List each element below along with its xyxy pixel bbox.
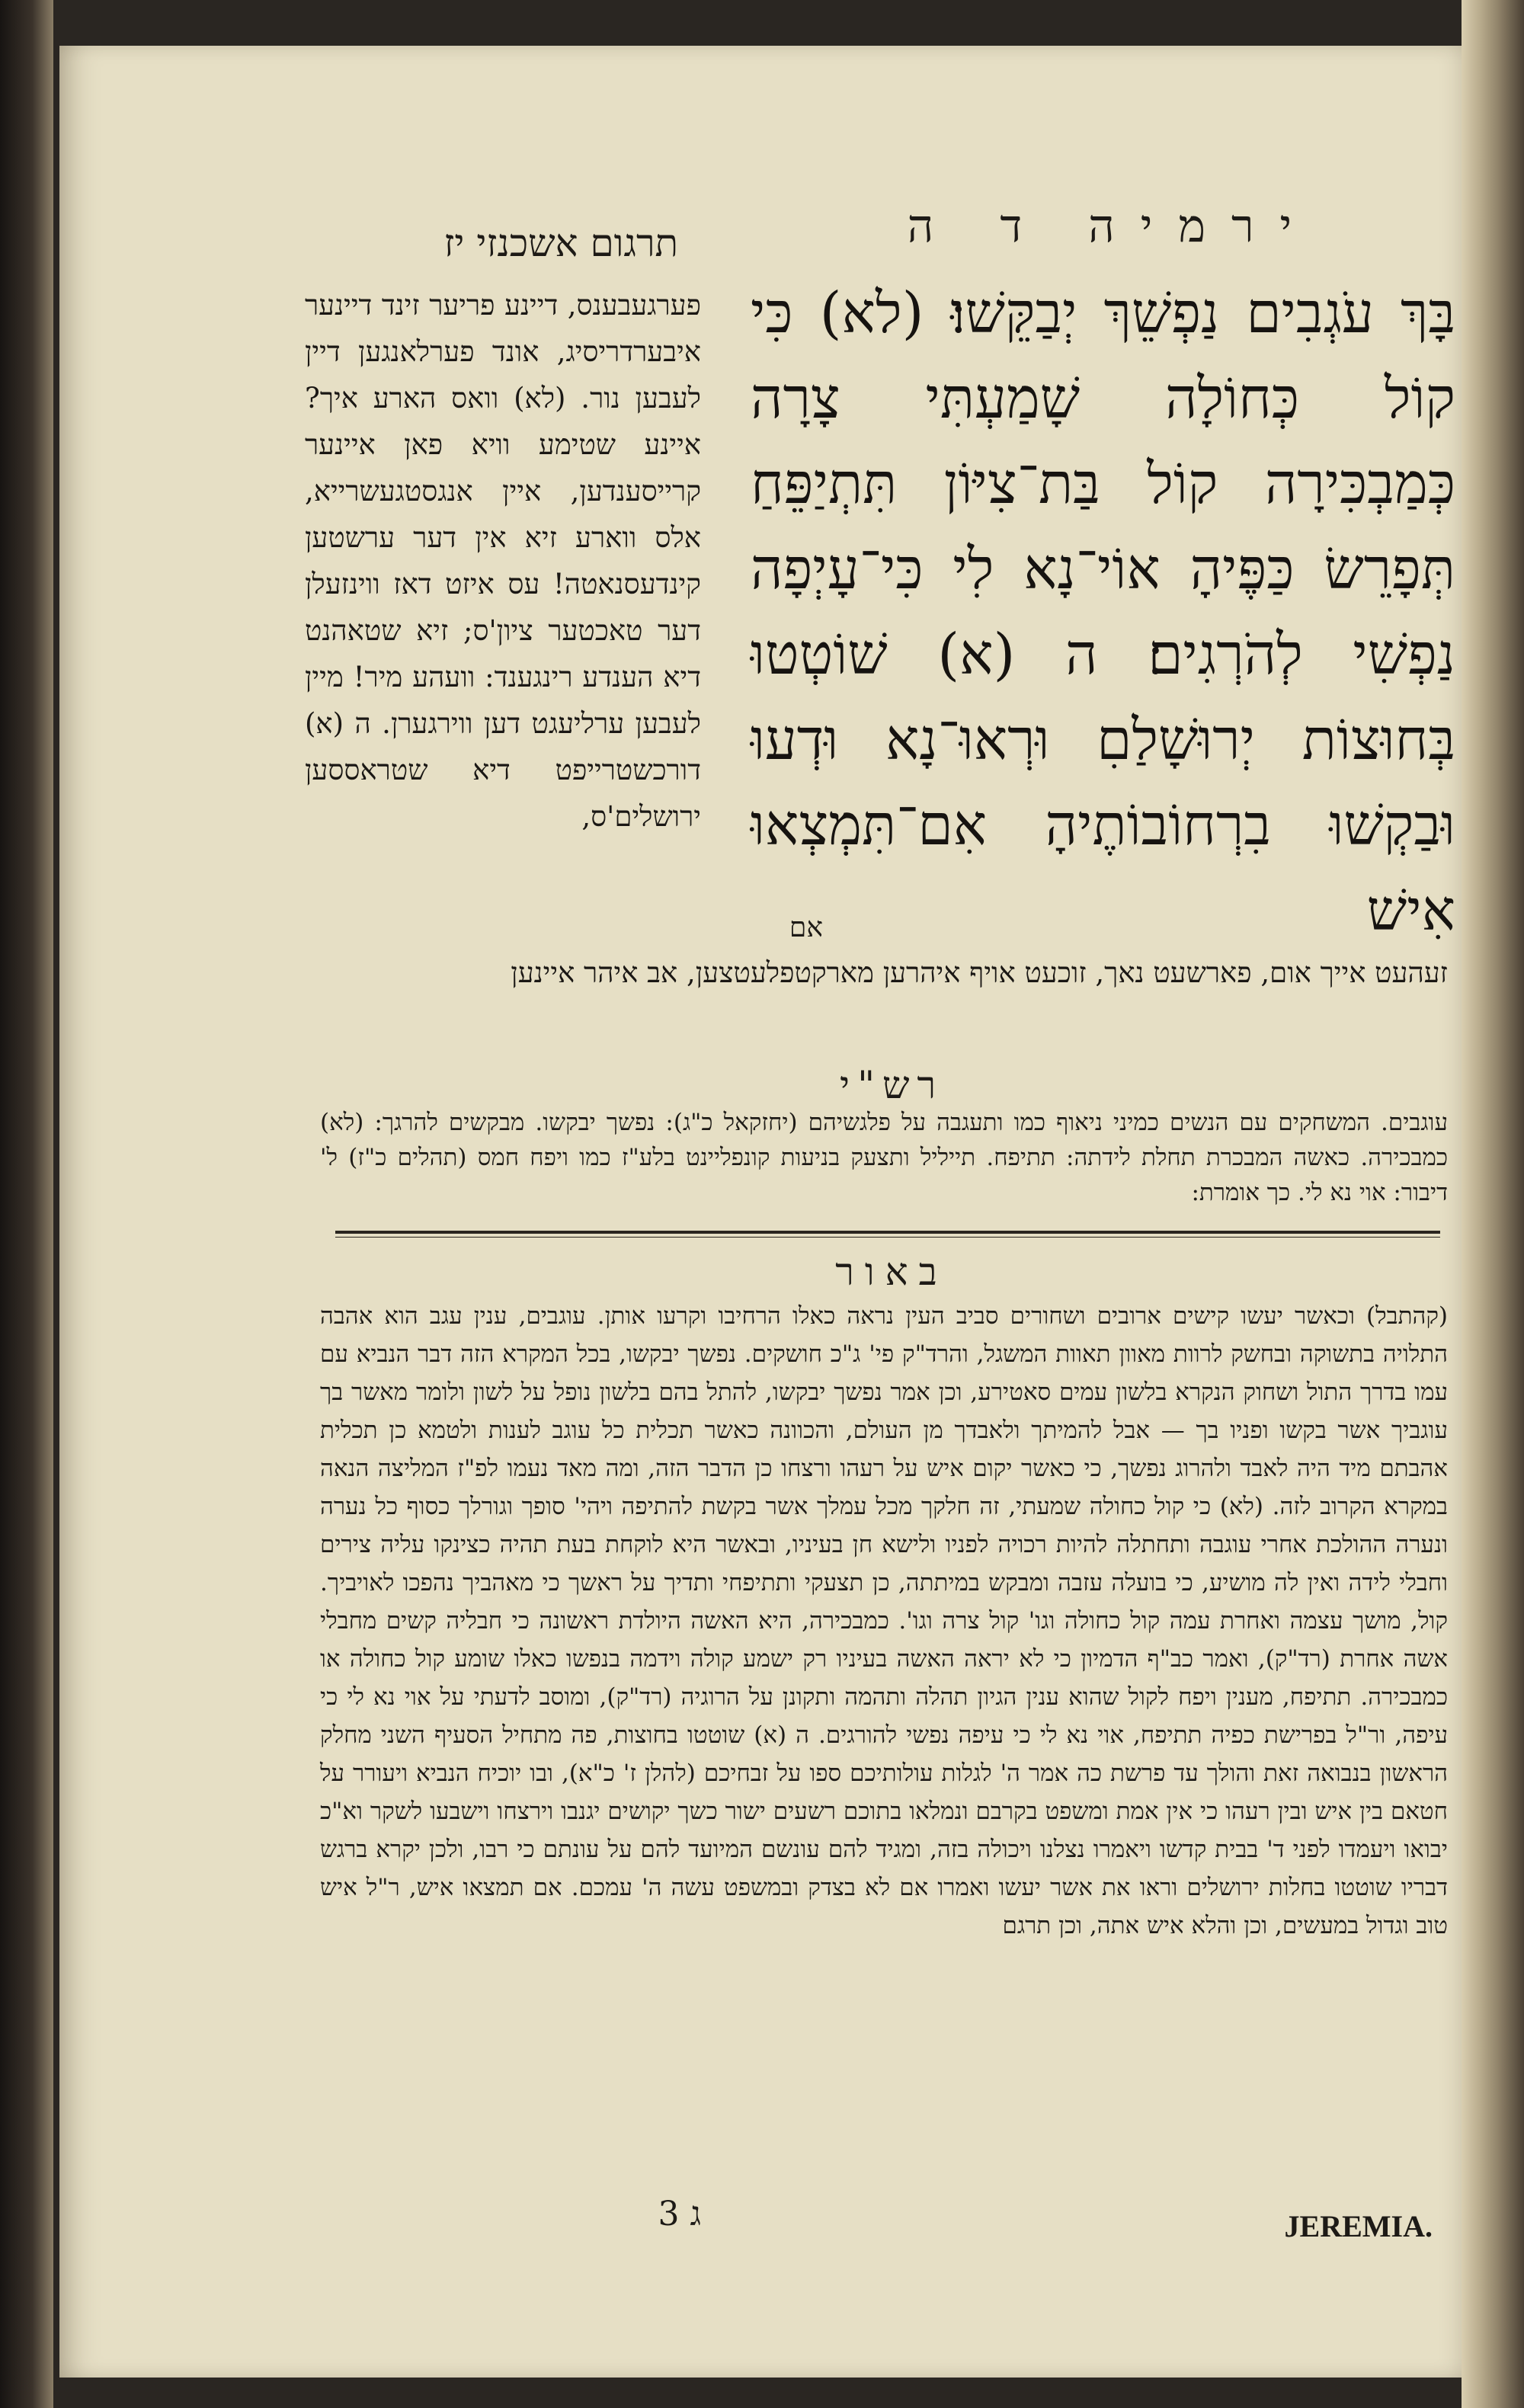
running-header-translation: תרגום אשכנזי יז (443, 221, 678, 265)
translation-column: פערגעבענס, דיינע פריער זינד דיינער איבערדריסיג, אונד פערלאנגען דיין לעבען נור. (לא) וואס הארע איך? איינע שטימע וויא פאן איינער קרייסענדען, איין אנגסטגעשרייא, אלס ווארע זיא אין דער ערשטען קינדעסנאטה! עס איזט דאז ווינזעלן דער טאכטער ציון'ס; זיא שטאהנט דיא הענדע רינגענד: וועהע מיר! מיין לעבען ערליעגט דען ווירגערן. ה (א) דורכשטרייפט דיא שטראססען ירושלים'ס, (305, 289, 701, 833)
biur-commentary: (קהתבל) וכאשר יעשו קישים ארובים ושחורים סביב העין נראה כאלו הרחיבו וקרעו אותן. עוגבים, ענין עגב הוא אהבה התלויה בתשוקה ובחשק לרוות מאוון תאוות המשגל, והרד"ק פי' ג"כ חושקים. נפשך יבקשו, בכל המקרא הזה דבר הנביא עם עמו בדרך התול ושחוק הנקרא בלשון עמים סאטירע, וכן אמר נפשך יבקשו, להתל בהם בלשון נופל על לשון ולומר מאשר בך עוגביך אשר בקשו ופניו בך — אבל להמיתך ולאבדך מן העולם, והכוונה כאשר תכלית כל עוגב לענות ולטמא כן תכלית אהבתם מיד היה לאבד ולהרוג נפשך, כי כאשר יקום איש על רעהו ורצחו כן הדבר הזה, ומה מאד נעמו לפ"ז המליצה הנאה במקרא הקרוב לזה. (לא) כי קול כחולה שמעתי, זה חלקך מכל עמלך אשר בקשת להתיפה ויהי' סופך וגורלך כסוף כל נערה ונערה ההולכת אחרי עוגבה ותחתלה להיות רכויה לפניו ולישא חן בעיניו, ובאשר היא לוקחת בעת תהיה כצינקו עליה צירים וחבלי לידה ואין לה מושיע, כי בועלה עזבה ומבקש במיתתה, כן תצעקי ותתיפחי ותדיך על ראשך כי מאהביך נהפכו לאויביך. קול, מושך עצמה ואחרת עמה קול כחולה וגו' קול צרה וגו'. כמבכירה, היא האשה היולדת ראשונה כי חבליה קשים מחבלי אשה אחרת (רד"ק), ואמר כב"ף הדמיון כי לא יראה האשה בעיניו רק ישמע קולה וידמה בנפשו כאלו שומע קול כחולה או כמבכירה. תתיפח, מענין ויפח לקול שהוא ענין הגיון תהלה ותהמה ותקונן על הרוגיה (רד"ק), ומוסב לדעתי על אוי נא לי כי עיפה, ור"ל בפרישת כפיה תתיפח, אוי נא לי כי עיפה נפשי להורגים. ה (א) שוטטו בחוצות, פה מתחיל הסעיף השני מחלק הראשון בנבואה זאת והולך עד פרשת כה אמר ה' לגלות עולותיכם ספו על זבחיכם (להלן ז' כ"א), ובו יוכיח הנביא ויעורר על חטאם בין איש ובין רעהו כי אין אמת ומשפט בקרבם ונמלאו בתוכם רשעים ישור כשך יקושים יגנבו וירצחו וישבעו לשקר וא"כ יבואו ויעמדו לפני ד' בבית קדשו ויאמרו נצלנו ויכולה בזה, ומגיד להם עונשם המיועד להם על עונתם כי רבו, ולכן יקרא ברגש דבריו שוטטו בחלות ירושלים וראו את אשר יעשו ואמרו אם לא בצדק ובמשפט עשה ה' עמכם. אם תמצאו איש, ר"ל איש טוב וגדול במעשים, וכן והלא איש אתה, וכן תרגם (320, 1302, 1448, 1939)
section-divider-thin (335, 1237, 1440, 1238)
page-stack-edge (1462, 0, 1524, 2408)
bible-text-block: בָּךְ עֹגְבִים נַפְשֵׁךְ יְבַקֵּשׁוּ׃ (לא) כִּי קוֹל כְּחוֹלָה שָׁמַעְתִּי צָרָה כְּמַבְכִּירָה קוֹל בַּת־צִיּוֹן תִּתְיַפֵּחַ תְּפָרֵשׂ כַּפֶּיהָ אוֹי־נָא לִי כִּי־עָיְפָה נַפְשִׁי לְהֹרְגִים׃ ה (א) שׁוֹטְטוּ בְּחוּצוֹת יְרוּשָׁלַםִ וּרְאוּ־נָא וּדְעוּ וּבַקְשׁוּ בִרְחוֹבוֹתֶיהָ אִם־תִּמְצְאוּ אִישׁ (751, 280, 1455, 943)
catchword: אם (789, 912, 823, 943)
footer-book-name: JEREMIA. (1284, 2209, 1433, 2243)
translation-continuation: זעהעט אייך אום, פארשעט נאך, זוכעט אויף איהרען מארקטפלעטצען, אב איהר איינען (511, 956, 1448, 989)
rashi-heading: רש"י (839, 1063, 944, 1107)
section-divider-thick (335, 1231, 1440, 1234)
running-header-book-chapter: ירמיה ד ה (907, 200, 1318, 253)
biur-heading: באור (835, 1250, 948, 1294)
printer-signature-mark: ג 3 (658, 2195, 701, 2233)
book-spine-shadow (0, 0, 53, 2408)
rashi-commentary: עוגבים. המשחקים עם הנשים כמיני ניאוף כמו ותעגבה על פלגשיהם (יחזקאל כ"ג): נפשך יבקשו. מבקשים להרגך: (לא) כמבכירה. כאשה המבכרת תחלת לידתה: תתיפח. תייליל ותצעק בניעות קונפליינט בלע"ז כמו ויפח חמס (תהלים כ"ז) ל' דיבור: אוי נא לי. כך אומרת: (320, 1109, 1448, 1206)
